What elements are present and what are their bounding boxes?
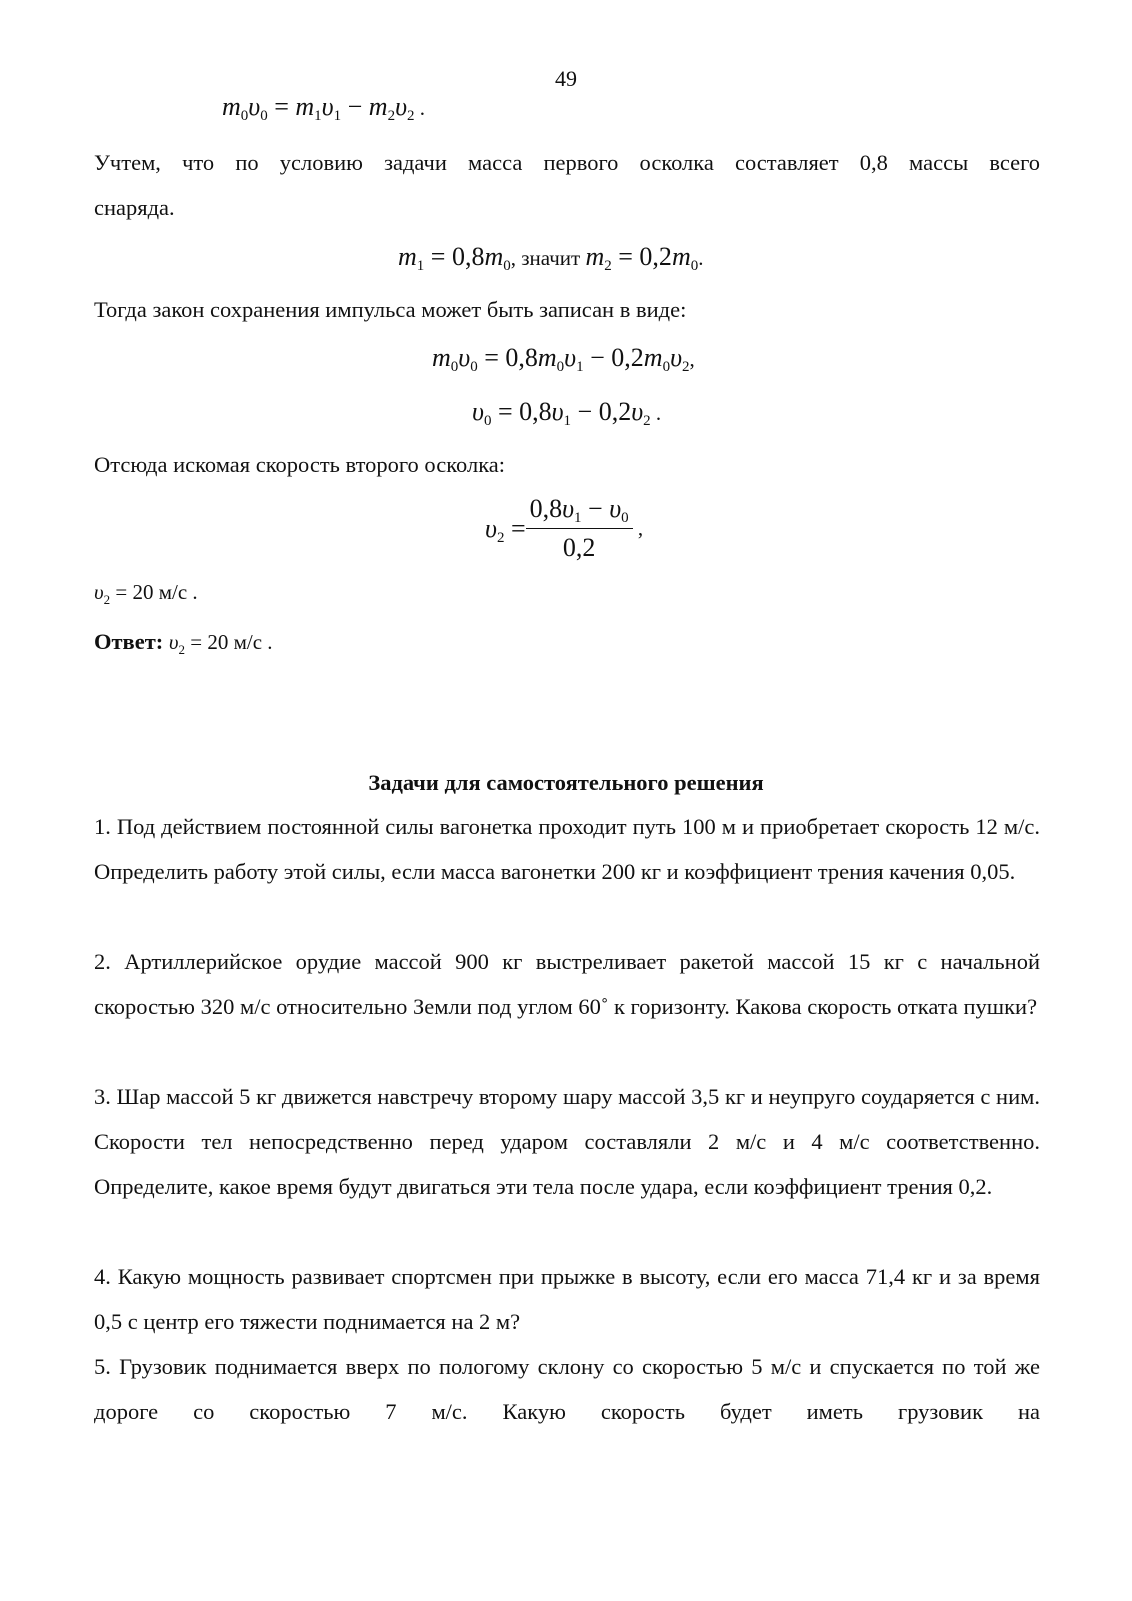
task-2: 2. Артиллерийское орудие массой 900 кг выстреливает ракетой массой 15 кг с начальной скоростью 320 м/с относительно Земли под углом 60˚ к горизонту. Какова скорость отката пушки?: [94, 949, 1040, 1019]
equation-mass-ratio: $m_1 = 0,8m_0$, значит $m_2 = 0,2m_0$.: [398, 242, 704, 274]
paragraph-conservation-law: Тогда закон сохранения импульса может быть записан в виде:: [94, 297, 687, 322]
paragraph-mass-condition-end: снаряда.: [94, 195, 175, 220]
task-1: 1. Под действием постоянной силы вагонетка проходит путь 100 м и приобретает скорость 12 м/с. Определить работу этой силы, если масса вагонетки 200 кг и коэффициент трения качения 0,05.: [94, 814, 1040, 884]
fraction: $\frac{0,8\upsilon_1 - \upsilon_0}{0,2}$: [526, 494, 633, 563]
page-number: 49: [555, 66, 577, 91]
task-5: 5. Грузовик поднимается вверх по пологому склону со скоростью 5 м/с и спускается по той же дороге со скоростью 7 м/с. Какую скорость будет иметь грузовик на: [94, 1354, 1040, 1424]
equation-momentum: $m_0\upsilon_0 = m_1\upsilon_1 - m_2\upsilon_2$ .: [222, 92, 425, 124]
equation-conservation: $m_0\upsilon_0 = 0,8m_0\upsilon_1 - 0,2m_0\upsilon_2$,: [432, 343, 695, 375]
answer-label: Ответ:: [94, 629, 164, 654]
task-3: 3. Шар массой 5 кг движется навстречу второму шару массой 3,5 кг и неупруго соударяется с ним. Скорости тел непосредственно перед ударом составляли 2 м/с и 4 м/с соответственно. Определите, какое время будут двигаться эти тела после удара, если коэффициент трения 0,2.: [94, 1084, 1040, 1199]
answer-line: Ответ: $\upsilon_2 = 20$ м/с .: [94, 629, 273, 658]
equation-v2-fraction: $\upsilon_2$ = $\frac{0,8\upsilon_1 - \upsilon_0}{0,2}$ ,: [485, 494, 644, 562]
result-v2: $\upsilon_2 = 20$ м/с .: [94, 580, 198, 608]
section-heading: Задачи для самостоятельного решения: [368, 770, 764, 795]
task-4: 4. Какую мощность развивает спортсмен при прыжке в высоту, если его масса 71,4 кг и за время 0,5 с центр его тяжести поднимается на 2 м?: [94, 1264, 1040, 1334]
paragraph-hence: Отсюда искомая скорость второго осколка:: [94, 452, 506, 477]
equation-velocity-relation: $\upsilon_0 = 0,8\upsilon_1 - 0,2\upsilon_2$ .: [472, 397, 662, 429]
paragraph-mass-condition: Учтем, что по условию задачи масса первого осколка составляет 0,8 массы всего: [94, 150, 1040, 175]
